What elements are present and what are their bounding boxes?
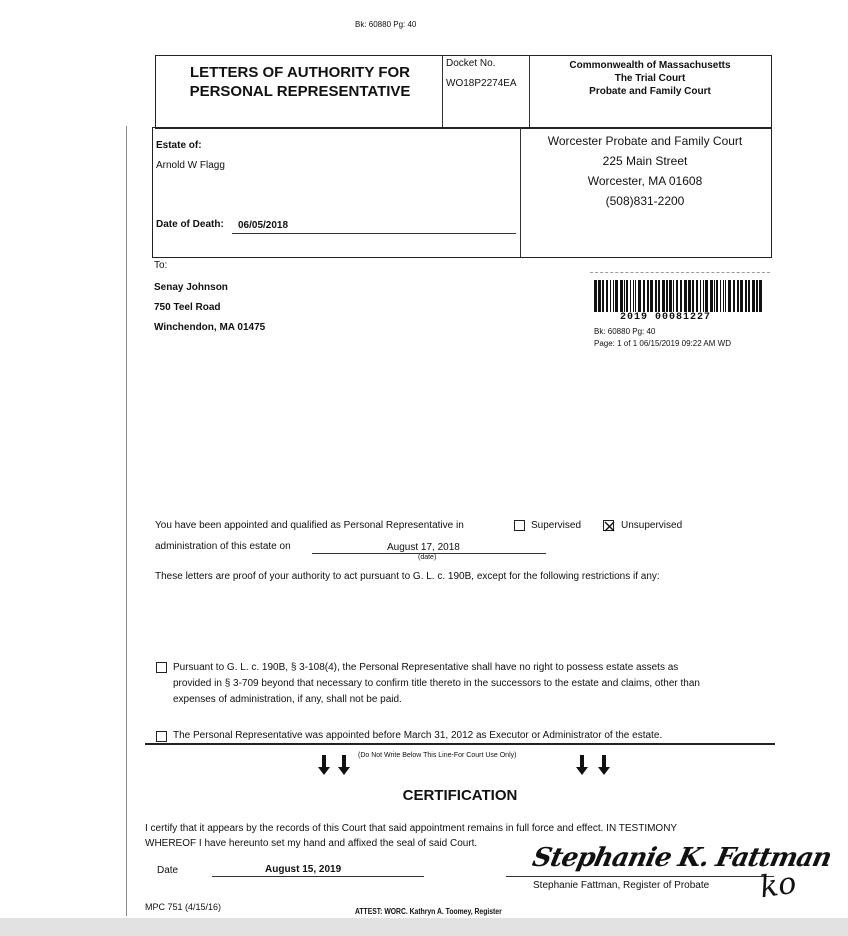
court-street: 225 Main Street (602, 154, 688, 168)
appointment-date: August 17, 2018 (387, 542, 460, 553)
barcode-bar (633, 280, 634, 312)
date-of-death-underline (232, 233, 516, 234)
restriction-1-line1: Pursuant to G. L. c. 190B, § 3-108(4), the Personal Representative shall have no right to possess estate assets as (173, 662, 679, 673)
recipient-street: 750 Teel Road (154, 302, 221, 313)
appointment-line2: administration of this estate on (155, 541, 291, 552)
barcode-bar (723, 280, 724, 312)
form-code: MPC 751 (4/15/16) (145, 902, 222, 912)
barcode-bar (725, 280, 726, 312)
signature-underline (506, 876, 774, 877)
margin-initials: ko (757, 865, 799, 906)
certification-line2: WHEREOF I have hereunto set my hand and affixed the seal of said Court. (145, 838, 478, 849)
barcode-bar (626, 280, 628, 312)
docket-number: WO18P2274EA (446, 78, 517, 89)
date-of-death-label: Date of Death: (156, 219, 224, 230)
barcode-bar (606, 280, 608, 312)
barcode-bar (714, 280, 715, 312)
barcode-page-info: Page: 1 of 1 06/15/2019 09:22 AM WD (594, 339, 731, 348)
barcode-bar (737, 280, 739, 312)
court-city: Worcester, MA 01608 (587, 174, 703, 188)
restriction-1-text (173, 660, 700, 708)
court-name: Worcester Probate and Family Court (547, 134, 743, 148)
signer-title: Stephanie Fattman, Register of Probate (533, 880, 710, 891)
certification-date-underline (212, 876, 424, 877)
unsupervised-label: Unsupervised (621, 520, 683, 531)
down-arrow-icon (338, 755, 350, 775)
bottom-band (0, 918, 848, 936)
down-arrow-icon (598, 755, 610, 775)
down-arrow-icon (318, 755, 330, 775)
barcode-bar (745, 280, 747, 312)
barcode-bar (705, 280, 708, 312)
barcode-bar (650, 280, 653, 312)
barcode-bar (620, 280, 623, 312)
barcode-bar (733, 280, 735, 312)
court-use-note: (Do Not Write Below This Line-For Court Use Only) (358, 752, 517, 759)
barcode-bar (610, 280, 611, 312)
date-of-death-value: 06/05/2018 (238, 220, 289, 231)
decedent-name: Arnold W Flagg (156, 160, 225, 171)
barcode-top-rule (590, 272, 770, 273)
supervised-checkbox[interactable] (514, 520, 525, 531)
barcode-bar (748, 280, 750, 312)
barcode-bar (598, 280, 601, 312)
barcode-bar (662, 280, 665, 312)
appointment-line3: These letters are proof of your authority to act pursuant to G. L. c. 190B, except for the following restrictions if any: (155, 571, 660, 582)
barcode-bar (638, 280, 641, 312)
barcode-book: Bk: 60880 Pg: 40 (594, 327, 656, 336)
certification-heading: CERTIFICATION (402, 787, 518, 804)
barcode-bar (669, 280, 672, 312)
barcode-bar (752, 280, 755, 312)
form-title: LETTERS OF AUTHORITY FOR PERSONAL REPRESENTATIVE (189, 64, 411, 100)
appointment-line1: You have been appointed and qualified as Personal Representative in (155, 520, 464, 531)
barcode-bar (613, 280, 614, 312)
header-divider-1 (442, 55, 443, 128)
barcode-bar (615, 280, 618, 312)
barcode-bar (688, 280, 691, 312)
supervised-label: Supervised (531, 520, 582, 531)
unsupervised-checkbox[interactable] (603, 520, 614, 531)
attest-stamp: ATTEST: WORC. Kathryn A. Toomey, Register (355, 907, 502, 916)
barcode-bar (716, 280, 718, 312)
barcode-bar (635, 280, 636, 312)
barcode-bar (673, 280, 674, 312)
barcode-bar (696, 280, 698, 312)
restriction-2-text: The Personal Representative was appointed before March 31, 2012 as Executor or Administrator of the estate. (173, 730, 663, 741)
x-mark-icon (604, 521, 615, 532)
barcode-number: 2019 00081227 (620, 312, 712, 323)
header-divider-2 (529, 55, 530, 128)
top-book-stamp: Bk: 60880 Pg: 40 (355, 20, 417, 29)
court-header-line3: Probate and Family Court (589, 86, 711, 97)
certification-date-value: August 15, 2019 (265, 864, 342, 875)
court-use-rule (145, 743, 775, 745)
barcode-bar (756, 280, 758, 312)
estate-divider (520, 127, 521, 257)
barcode-bar (700, 280, 701, 312)
barcode-bar (720, 280, 721, 312)
court-header-line2: The Trial Court (614, 73, 686, 84)
barcode-bar (602, 280, 604, 312)
barcode-bar (676, 280, 678, 312)
barcode-bar (594, 280, 597, 312)
certification-line1: I certify that it appears by the records of this Court that said appointment remains in full force and effect. IN TESTIMONY (145, 823, 678, 834)
court-header-line1: Commonwealth of Massachusetts (569, 60, 731, 71)
restriction-1-line2: provided in § 3-709 beyond that necessary to confirm title thereto in the successors to the estate and claims, other than (173, 678, 700, 689)
barcode-bar (666, 280, 668, 312)
court-phone: (508)831-2200 (605, 194, 685, 208)
docket-label: Docket No. (446, 58, 496, 69)
barcode (594, 280, 764, 314)
barcode-bar (655, 280, 657, 312)
barcode-bar (740, 280, 743, 312)
barcode-bar (684, 280, 687, 312)
barcode-bar (680, 280, 682, 312)
recipient-name: Senay Johnson (154, 282, 228, 293)
barcode-bar (710, 280, 713, 312)
barcode-bar (658, 280, 660, 312)
left-margin-line (126, 126, 127, 916)
down-arrow-icon (576, 755, 588, 775)
barcode-bar (647, 280, 649, 312)
barcode-bar (643, 280, 645, 312)
register-signature: Stephanie K. Fattman (529, 843, 834, 873)
court-address (525, 131, 765, 211)
barcode-bar (630, 280, 631, 312)
restriction-2-checkbox[interactable] (156, 731, 167, 742)
appointment-date-caption: (date) (418, 554, 437, 561)
recipient-city: Winchendon, MA 01475 (154, 322, 266, 333)
estate-label: Estate of: (156, 140, 202, 151)
certification-date-label: Date (157, 865, 179, 876)
barcode-bar (692, 280, 694, 312)
barcode-bar (624, 280, 625, 312)
to-label: To: (154, 260, 168, 271)
barcode-bar (703, 280, 704, 312)
barcode-bar (759, 280, 762, 312)
barcode-bar (728, 280, 731, 312)
restriction-1-line3: expenses of administration, if any, shall not be paid. (173, 694, 402, 705)
court-header (533, 59, 767, 98)
restriction-1-checkbox[interactable] (156, 662, 167, 673)
